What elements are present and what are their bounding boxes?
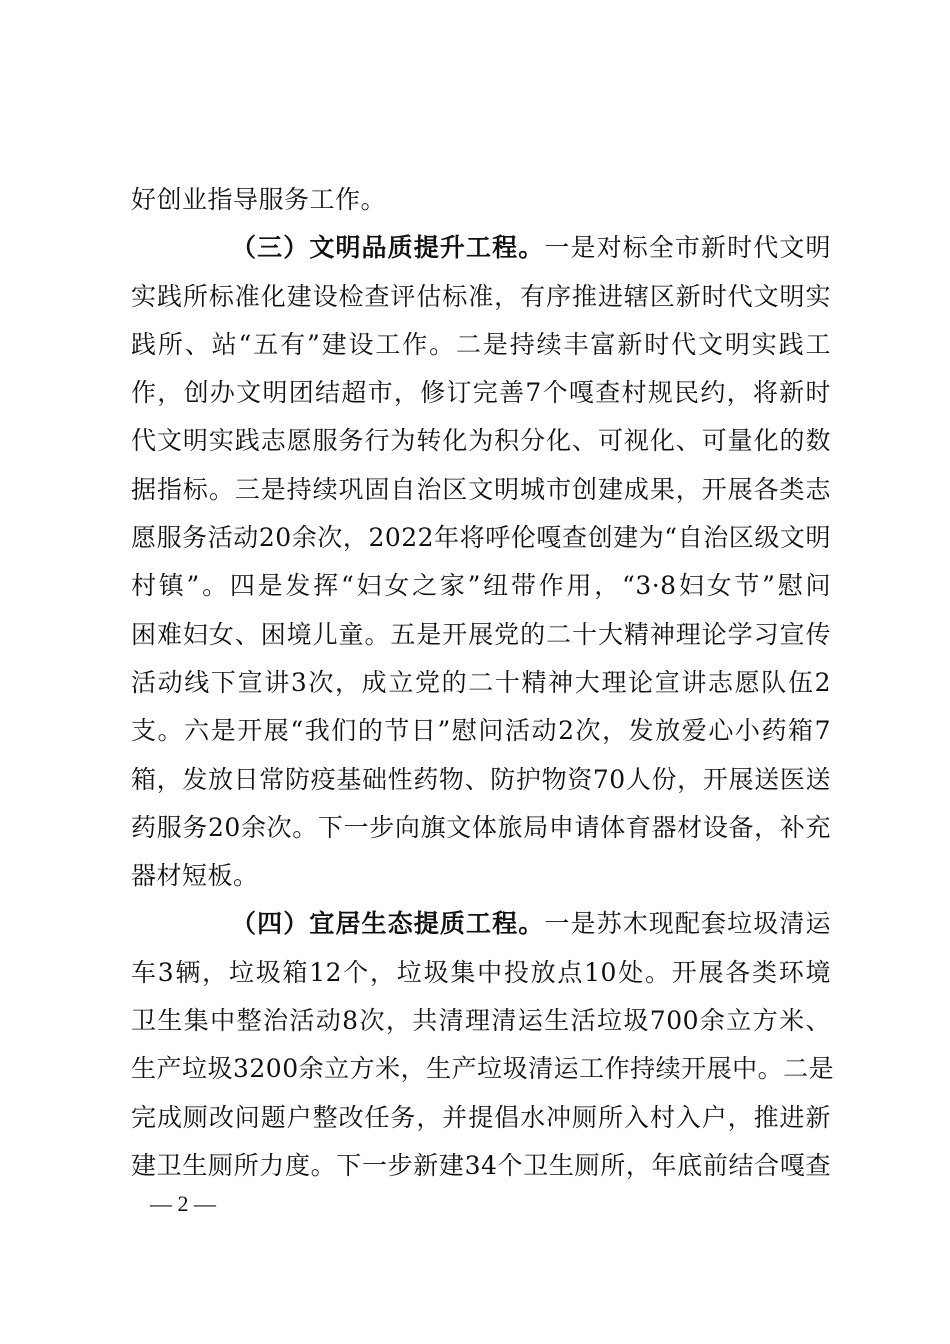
section-heading: （四）宜居生态提质工程。 <box>231 909 545 939</box>
text-run: 一是苏木现配套垃圾清运 <box>544 909 831 939</box>
text-line: 据指标。三是持续巩固自治区文明城市创建成果，开展各类志 <box>131 474 831 504</box>
text-line: 好创业指导服务工作。 <box>131 185 387 214</box>
section-heading-line <box>131 224 831 272</box>
text-line: 困难妇女、困境儿童。五是开展党的二十大精神理论学习宣传 <box>131 619 831 649</box>
text-line: 完成厕改问题户整改任务，并提倡水冲厕所入村入户，推进新 <box>131 1102 831 1132</box>
section-heading: （三）文明品质提升工程。 <box>231 233 545 263</box>
text-run: 一是对标全市新时代文明 <box>544 233 831 263</box>
page-number: — 2 — <box>150 1191 216 1216</box>
text-line: 药服务20余次。下一步向旗文体旅局申请体育器材设备，补充 <box>131 812 831 842</box>
text-line: 箱，发放日常防疫基础性药物、防护物资70人份，开展送医送 <box>131 764 831 794</box>
text-line: 活动线下宣讲3次，成立党的二十精神大理论宣讲志愿队伍2 <box>131 667 831 697</box>
text-line: 实践所标准化建设检查评估标准，有序推进辖区新时代文明实 <box>131 281 831 311</box>
text-line: 村镇”。四是发挥“妇女之家”纽带作用，“3·8妇女节”慰问 <box>131 571 831 601</box>
text-line: 作，创办文明团结超市，修订完善7个嘎查村规民约，将新时 <box>131 378 831 408</box>
text-line: 器材短板。 <box>131 861 259 891</box>
text-line: 生产垃圾3200余立方米，生产垃圾清运工作持续开展中。二是 <box>131 1054 835 1084</box>
text-line: 愿服务活动20余次，2022年将呼伦嘎查创建为“自治区级文明 <box>131 523 831 553</box>
text-line: 建卫生厕所力度。下一步新建34个卫生厕所，年底前结合嘎查 <box>131 1150 831 1180</box>
body-text <box>131 176 835 1190</box>
text-line: 代文明实践志愿服务行为转化为积分化、可视化、可量化的数 <box>131 426 831 456</box>
text-line: 车3辆，垃圾箱12个，垃圾集中投放点10处。开展各类环境 <box>131 957 831 987</box>
text-line: 卫生集中整治活动8次，共清理清运生活垃圾700余立方米、 <box>131 1006 831 1036</box>
text-line: 践所、站“五有”建设工作。二是持续丰富新时代文明实践工 <box>131 329 831 359</box>
section-heading-line <box>131 900 831 948</box>
text-line: 支。六是开展“我们的节日”慰问活动2次，发放爱心小药箱7 <box>131 716 831 746</box>
